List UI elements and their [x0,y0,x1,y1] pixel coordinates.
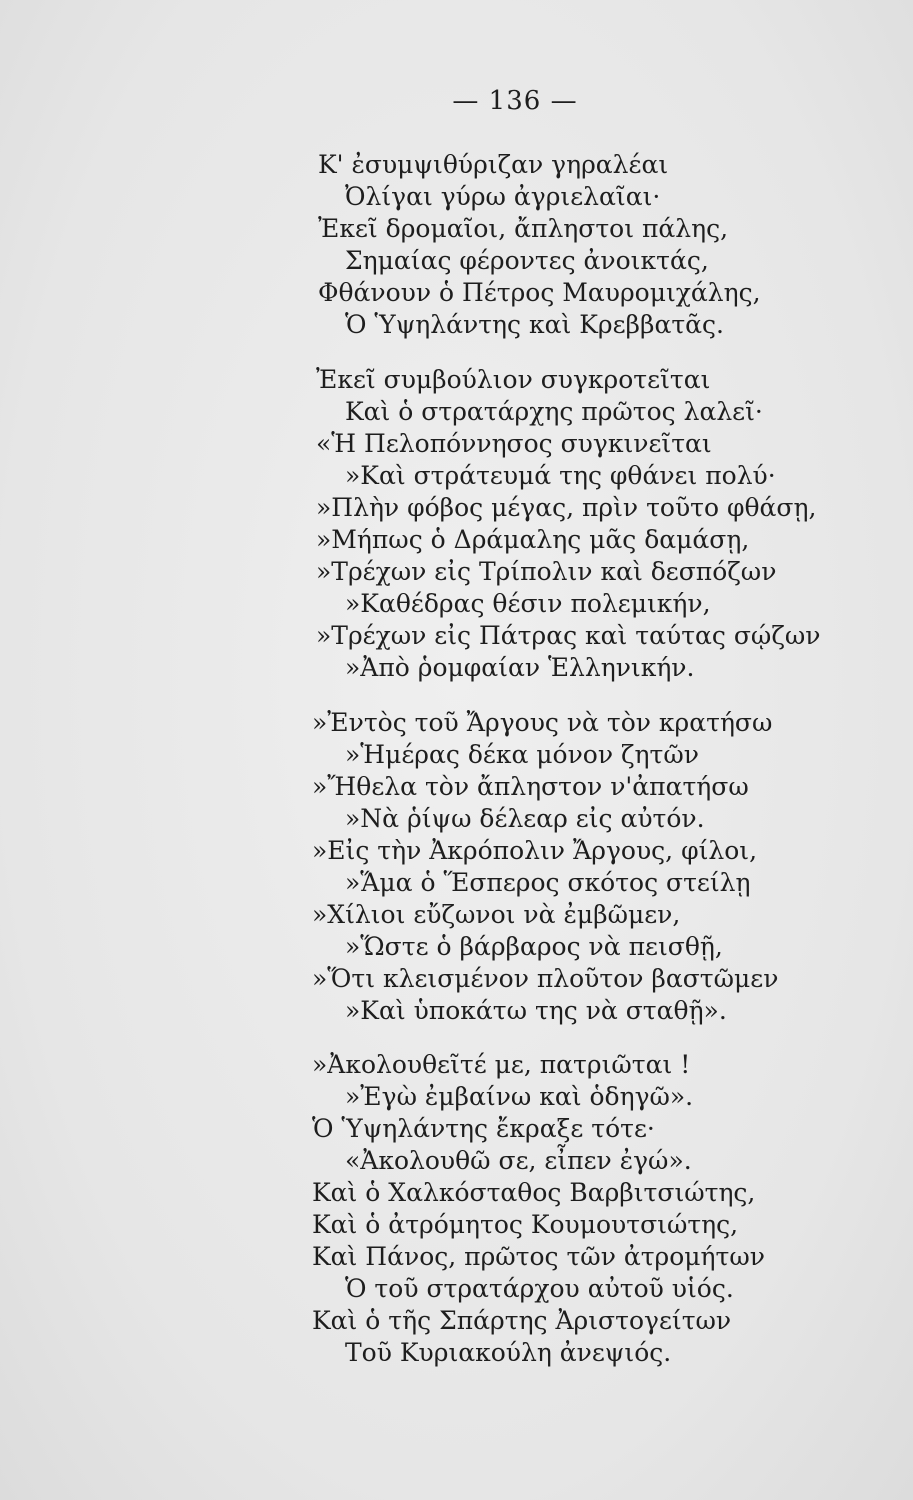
verse-line: «Ἡ Πελοπόννησος συγκινεῖται [316,429,712,458]
verse-line: Κ' ἐσυμψιθύριζαν γηραλέαι [318,150,669,179]
verse-line: Ὀλίγαι γύρω ἀγριελαῖαι· [345,182,661,211]
verse-line: Καὶ Πάνος, πρῶτος τῶν ἀτρομήτων [312,1242,765,1271]
verse-line: »Μήπως ὁ Δράμαλης μᾶς δαμάσῃ, [316,525,750,554]
page-number: — 136 — [452,86,578,116]
verse-line: »Ὥστε ὁ βάρβαρος νὰ πεισθῇ, [345,932,723,961]
verse-line: »Ἐγὼ ἐμβαίνω καὶ ὁδηγῶ». [345,1082,694,1111]
verse-line: »Ἤθελα τὸν ἄπληστον ν'ἀπατήσω [312,772,749,801]
verse-line: »Καὶ ὑποκάτω της νὰ σταθῇ». [345,996,727,1025]
verse-line: Ἐκεῖ δρομαῖοι, ἄπληστοι πάλης, [318,214,729,243]
verse-line: »Ἡμέρας δέκα μόνον ζητῶν [345,740,699,769]
verse-line: »Τρέχων εἰς Τρίπολιν καὶ δεσπόζων [316,557,777,586]
verse-line: Καὶ ὁ Χαλκόσταθος Βαρβιτσιώτης, [312,1178,756,1207]
verse-line: »Ὅτι κλεισμένον πλοῦτον βαστῶμεν [312,964,779,993]
verse-line: »Καθέδρας θέσιν πολεμικήν, [345,589,711,618]
verse-line: Καὶ ὁ ἀτρόμητος Κουμουτσιώτης, [312,1210,739,1239]
verse-line: Ὁ Ὑψηλάντης ἔκραξε τότε· [312,1114,655,1143]
verse-line: »Εἰς τὴν Ἀκρόπολιν Ἄργους, φίλοι, [312,836,758,865]
verse-line: »Ἅμα ὁ Ἕσπερος σκότος στείλῃ [345,868,751,897]
verse-line: «Ἀκολουθῶ σε, εἶπεν ἐγώ». [345,1146,692,1175]
verse-line: »Νὰ ῥίψω δέλεαρ εἰς αὐτόν. [345,804,705,833]
verse-line: Καὶ ὁ στρατάρχης πρῶτος λαλεῖ· [345,397,763,426]
verse-line: Τοῦ Κυριακούλη ἀνεψιός. [345,1338,672,1367]
verse-line: »Τρέχων εἰς Πάτρας καὶ ταύτας σῴζων [316,621,821,650]
verse-line: »Ἀπὸ ῥομφαίαν Ἑλληνικήν. [345,653,695,682]
verse-line: Ὁ τοῦ στρατάρχου αὐτοῦ υἱός. [345,1274,734,1303]
verse-line: »Καὶ στράτευμά της φθάνει πολύ· [345,461,776,490]
verse-line: »Ἀκολουθεῖτέ με, πατριῶται ! [312,1050,691,1079]
verse-line: »Χίλιοι εὔζωνοι νὰ ἐμβῶμεν, [312,900,681,929]
verse-line: »Ἐντὸς τοῦ Ἄργους νὰ τὸν κρατήσω [312,708,773,737]
verse-line: Καὶ ὁ τῆς Σπάρτης Ἀριστογείτων [312,1306,732,1335]
verse-line: Φθάνουν ὁ Πέτρος Μαυρομιχάλης, [318,278,761,307]
verse-line: »Πλὴν φόβος μέγας, πρὶν τοῦτο φθάσῃ, [316,493,817,522]
verse-line: Ὁ Ὑψηλάντης καὶ Κρεββατᾶς. [345,310,724,339]
verse-line: Σημαίας φέροντες ἀνοικτάς, [345,246,709,275]
verse-line: Ἐκεῖ συμβούλιον συγκροτεῖται [316,365,711,394]
